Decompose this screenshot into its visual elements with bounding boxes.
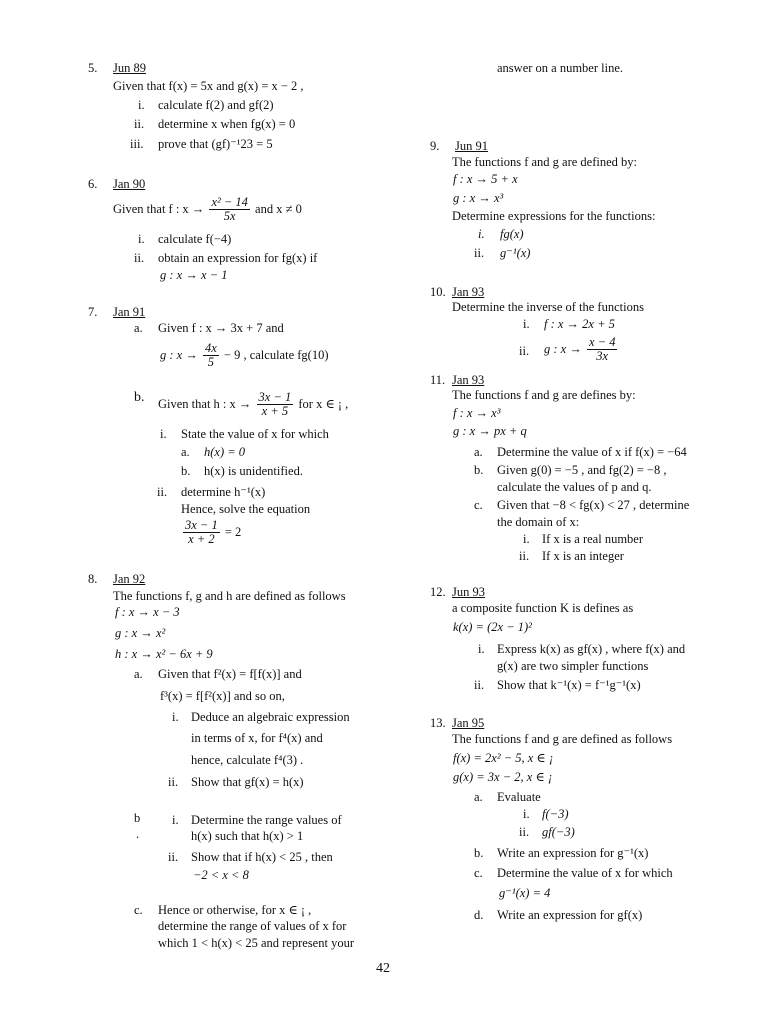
q8-c3: which 1 < h(x) < 25 and represent your: [158, 936, 354, 950]
q7-i-b-label: b.: [181, 464, 191, 478]
q7-a-label: a.: [134, 321, 143, 335]
q11-ref: Jan 93: [452, 373, 485, 387]
q13-f: f(x) = 2x² − 5, x ∈ ¡: [453, 751, 554, 765]
q11-c-i-text: If x is a real number: [542, 532, 644, 546]
q9-i-label: i.: [478, 227, 485, 241]
q7-ii-label: ii.: [157, 485, 168, 499]
q6-fraction: [209, 196, 249, 224]
q9-g: g : x → x³: [453, 191, 504, 205]
q11-c-label: c.: [474, 498, 483, 512]
q11-b-label: b.: [474, 463, 484, 477]
q10-intro: Determine the inverse of the functions: [452, 300, 644, 314]
q7-b-fraction: [257, 391, 294, 419]
q8-continuation: answer on a number line.: [497, 61, 624, 75]
q7-a2-num: 4x: [204, 341, 217, 355]
q8-a-i-label: i.: [172, 710, 179, 724]
q7-b-den: x + 5: [257, 404, 294, 419]
q8-c-text: Hence or otherwise, for x ∈ ¡ ,: [158, 903, 312, 917]
q11-number: 11.: [430, 373, 446, 387]
q10-ii-expr: [544, 336, 619, 364]
q8-b-label: b: [134, 811, 141, 825]
q13-a-text: Evaluate: [497, 790, 541, 804]
q8-a-i2: in terms of x, for f⁴(x) and: [191, 731, 323, 745]
q12-k: k(x) = (2x − 1)²: [453, 620, 532, 634]
q8-b-ii-text: Show that if h(x) < 25 , then: [191, 850, 333, 864]
q6-given-post: and x ≠ 0: [255, 201, 302, 216]
q9-number: 9.: [430, 139, 440, 153]
q7-a2-den: 5: [203, 355, 219, 370]
q13-b-label: b.: [474, 846, 484, 860]
q8-a2: f³(x) = f[f²(x)] and so on,: [160, 689, 285, 703]
q13-number: 13.: [430, 716, 446, 730]
q7-b-post: for x ∈ ¡ ,: [298, 396, 349, 411]
q11-c-ii-label: ii.: [519, 549, 530, 563]
q8-a-ii-label: ii.: [168, 775, 179, 789]
q5-ref: Jun 89: [113, 61, 146, 75]
q13-c2: g⁻¹(x) = 4: [499, 886, 551, 900]
q13-g: g(x) = 3x − 2, x ∈ ¡: [453, 770, 553, 784]
q11-c-i-label: i.: [523, 532, 530, 546]
q11-c-text: Given that −8 < fg(x) < 27 , determine: [497, 498, 690, 512]
q8-c2: determine the range of values of x for: [158, 919, 347, 933]
q7-eq-fraction: [183, 519, 220, 547]
q9-ii-text: g⁻¹(x): [500, 246, 531, 260]
q9-ii-label: ii.: [474, 246, 485, 260]
q5-i-label: i.: [138, 98, 145, 112]
q11-c-ii-text: If x is an integer: [542, 549, 624, 563]
q12-ii-text: Show that k⁻¹(x) = f⁻¹g⁻¹(x): [497, 678, 641, 692]
q8-g: g : x → x²: [115, 626, 166, 640]
q13-d-text: Write an expression for gf(x): [497, 908, 643, 922]
q5-given: Given that f(x) = 5x and g(x) = x − 2 ,: [113, 79, 304, 93]
q7-equation: [181, 519, 241, 547]
q7-eq-den: x + 2: [183, 532, 220, 547]
q10-ii-fraction: [587, 336, 617, 364]
q7-a2-pre: g : x →: [160, 347, 198, 362]
q13-a-i-text: f(−3): [542, 807, 569, 821]
q13-a-label: a.: [474, 790, 483, 804]
q7-b-pre: Given that h : x →: [158, 396, 252, 411]
q7-i-label: i.: [160, 427, 167, 441]
q8-c-label: c.: [134, 903, 143, 917]
q13-c-text: Determine the value of x for which: [497, 866, 673, 880]
q12-i2: g(x) are two simpler functions: [497, 659, 649, 673]
q7-a-text: Given f : x → 3x + 7 and: [158, 321, 284, 335]
q13-intro: The functions f and g are defined as follows: [452, 732, 673, 746]
q13-d-label: d.: [474, 908, 484, 922]
q7-a2-fraction: [203, 342, 219, 370]
q8-a-ii-text: Show that gf(x) = h(x): [191, 775, 304, 789]
q12-number: 12.: [430, 585, 446, 599]
q8-b-i-label: i.: [172, 813, 179, 827]
q8-ref: Jan 92: [113, 572, 146, 586]
q7-b-num: 3x − 1: [258, 390, 292, 404]
q10-i-text: f : x → 2x + 5: [544, 317, 615, 331]
q8-a-i-text: Deduce an algebraic expression: [191, 710, 350, 724]
q8-intro: The functions f, g and h are defined as follows: [113, 589, 346, 603]
q7-a2-post: − 9 , calculate fg(10): [223, 347, 329, 362]
q11-a-text: Determine the value of x if f(x) = −64: [497, 445, 687, 459]
q8-b-dot: .: [136, 827, 140, 841]
q9-i-text: fg(x): [500, 227, 524, 241]
q7-b-label: b.: [134, 390, 145, 405]
q9-task: Determine expressions for the functions:: [452, 209, 656, 223]
q6-ii-cont: g : x → x − 1: [160, 268, 228, 282]
q13-a-i-label: i.: [523, 807, 530, 821]
q11-b2: calculate the values of p and q.: [497, 480, 652, 494]
q8-b-ii2: −2 < x < 8: [193, 868, 249, 882]
q7-number: 7.: [88, 305, 98, 319]
q6-ii-text: obtain an expression for fg(x) if: [158, 251, 318, 265]
q5-iii-label: iii.: [130, 137, 144, 151]
q8-a-label: a.: [134, 667, 143, 681]
q6-given: [113, 196, 302, 224]
q11-intro: The functions f and g are defines by:: [452, 388, 636, 402]
q7-i-a-label: a.: [181, 445, 190, 459]
q12-intro: a composite function K is defines as: [452, 601, 634, 615]
q8-number: 8.: [88, 572, 98, 586]
q10-ii-den: 3x: [587, 349, 617, 364]
q6-i-label: i.: [138, 232, 145, 246]
q5-i-text: calculate f(2) and gf(2): [158, 98, 274, 112]
q13-a-ii-text: gf(−3): [542, 825, 575, 839]
q13-c-label: c.: [474, 866, 483, 880]
q5-iii-text: prove that (gf)⁻¹23 = 5: [158, 137, 273, 151]
q8-a-text: Given that f²(x) = f[f(x)] and: [158, 667, 302, 681]
page-number: 42: [376, 961, 390, 976]
q12-i-label: i.: [478, 642, 485, 656]
q10-number: 10.: [430, 285, 446, 299]
q7-i-text: State the value of x for which: [181, 427, 329, 441]
q10-ii-num: x − 4: [588, 335, 616, 349]
q11-g: g : x → px + q: [453, 424, 527, 438]
q8-a-i3: hence, calculate f⁴(3) .: [191, 753, 304, 767]
q12-ref: Jun 93: [452, 585, 485, 599]
q13-b-text: Write an expression for g⁻¹(x): [497, 846, 649, 860]
q8-b-i2: h(x) such that h(x) > 1: [191, 829, 304, 843]
q7-a-line2: [160, 342, 328, 370]
q7-eq-num: 3x − 1: [185, 518, 218, 532]
q7-i-a-text: h(x) = 0: [204, 445, 246, 459]
q6-ref: Jan 90: [113, 177, 146, 191]
q10-i-label: i.: [523, 317, 530, 331]
q10-ref: Jan 93: [452, 285, 485, 299]
q5-number: 5.: [88, 61, 98, 75]
q6-given-pre: Given that f : x →: [113, 201, 205, 216]
q7-b-line: [158, 391, 348, 419]
q12-ii-label: ii.: [474, 678, 485, 692]
q10-ii-pre: g : x →: [544, 341, 582, 356]
q7-ii-text: determine h⁻¹(x): [181, 485, 266, 499]
q6-ii-label: ii.: [134, 251, 145, 265]
q11-a-label: a.: [474, 445, 483, 459]
q8-h: h : x → x² − 6x + 9: [115, 647, 213, 661]
q7-ref: Jan 91: [113, 305, 146, 319]
q9-f: f : x → 5 + x: [453, 172, 518, 186]
q8-f: f : x → x − 3: [115, 605, 180, 619]
q11-f: f : x → x³: [453, 406, 501, 420]
q6-frac-num: x² − 14: [211, 195, 248, 209]
q9-intro: The functions f and g are defined by:: [452, 155, 638, 169]
q6-frac-den: 5x: [209, 209, 249, 224]
q11-c2: the domain of x:: [497, 515, 580, 529]
q12-i-text: Express k(x) as gf(x) , where f(x) and: [497, 642, 686, 656]
q7-eq-post: = 2: [224, 524, 242, 539]
q7-ii-hence: Hence, solve the equation: [181, 502, 311, 516]
q7-i-b-text: h(x) is unidentified.: [204, 464, 303, 478]
q9-ref: Jun 91: [455, 139, 488, 153]
q13-a-ii-label: ii.: [519, 825, 530, 839]
q5-ii-label: ii.: [134, 117, 145, 131]
q13-ref: Jan 95: [452, 716, 485, 730]
q11-b-text: Given g(0) = −5 , and fg(2) = −8 ,: [497, 463, 667, 477]
q5-ii-text: determine x when fg(x) = 0: [158, 117, 296, 131]
q6-i-text: calculate f(−4): [158, 232, 232, 246]
q10-ii-label: ii.: [519, 344, 530, 358]
q8-b-ii-label: ii.: [168, 850, 179, 864]
q6-number: 6.: [88, 177, 98, 191]
q8-b-i-text: Determine the range values of: [191, 813, 342, 827]
